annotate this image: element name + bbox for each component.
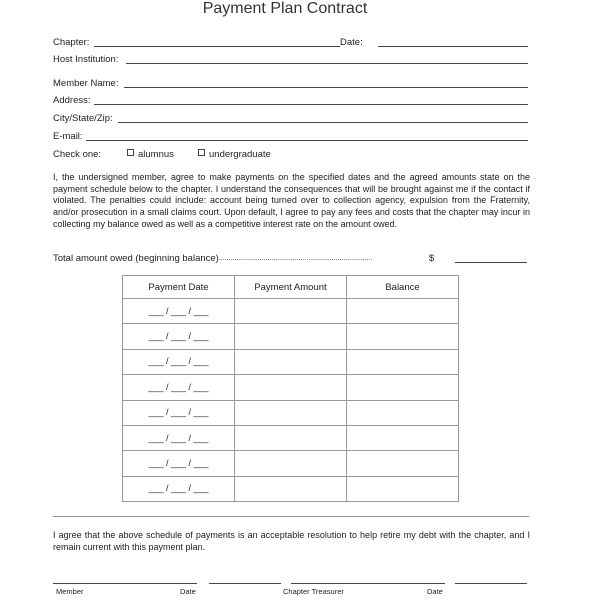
member-name-field[interactable] bbox=[124, 87, 528, 88]
balance-cell[interactable] bbox=[347, 451, 459, 476]
undergraduate-label: undergraduate bbox=[209, 149, 271, 160]
table-row bbox=[123, 400, 459, 425]
closing-paragraph: I agree that the above schedule of payments is an acceptable resolution to help retire my debt with the chapter, and I remain current with this payment plan. bbox=[53, 530, 530, 552]
date-blank: ___ / ___ / ___ bbox=[148, 381, 209, 392]
table-row bbox=[123, 476, 459, 501]
payment-date-cell[interactable] bbox=[123, 349, 235, 374]
chapter-field[interactable] bbox=[94, 46, 340, 47]
table-row bbox=[123, 425, 459, 450]
table-row bbox=[123, 299, 459, 324]
alumnus-option[interactable] bbox=[127, 149, 174, 160]
date-blank: ___ / ___ / ___ bbox=[148, 305, 209, 316]
payment-amount-cell[interactable] bbox=[235, 400, 347, 425]
member-date-line[interactable] bbox=[209, 583, 281, 584]
date-label: Date: bbox=[340, 37, 363, 48]
payment-amount-cell[interactable] bbox=[235, 299, 347, 324]
payment-date-cell[interactable] bbox=[123, 451, 235, 476]
payment-amount-cell[interactable] bbox=[235, 451, 347, 476]
payment-schedule-table bbox=[122, 275, 459, 502]
address-label: Address: bbox=[53, 95, 91, 106]
date-blank: ___ / ___ / ___ bbox=[148, 483, 209, 494]
check-one-label: Check one: bbox=[53, 149, 102, 160]
date-blank: ___ / ___ / ___ bbox=[148, 457, 209, 468]
section-divider bbox=[53, 516, 529, 517]
payment-date-cell[interactable] bbox=[123, 400, 235, 425]
treasurer-signature-label: Chapter Treasurer bbox=[283, 587, 344, 596]
payment-date-cell[interactable] bbox=[123, 425, 235, 450]
address-field[interactable] bbox=[94, 104, 528, 105]
payment-amount-cell[interactable] bbox=[235, 349, 347, 374]
member-signature-label: Member bbox=[56, 587, 84, 596]
payment-date-cell[interactable] bbox=[123, 476, 235, 501]
balance-cell[interactable] bbox=[347, 299, 459, 324]
header-payment-amount: Payment Amount bbox=[235, 276, 347, 299]
total-owed-dots: ............................................................................... bbox=[218, 255, 373, 262]
header-balance: Balance bbox=[347, 276, 459, 299]
table-row bbox=[123, 375, 459, 400]
table-header-row bbox=[123, 276, 459, 299]
payment-amount-cell[interactable] bbox=[235, 324, 347, 349]
city-state-zip-field[interactable] bbox=[118, 122, 528, 123]
balance-cell[interactable] bbox=[347, 476, 459, 501]
balance-cell[interactable] bbox=[347, 324, 459, 349]
undergraduate-option[interactable] bbox=[198, 149, 271, 160]
currency-symbol: $ bbox=[428, 253, 435, 264]
member-date-label: Date bbox=[180, 587, 196, 596]
treasurer-date-line[interactable] bbox=[455, 583, 527, 584]
member-signature-line[interactable] bbox=[53, 583, 197, 584]
date-blank: ___ / ___ / ___ bbox=[148, 407, 209, 418]
table-row bbox=[123, 324, 459, 349]
email-label: E-mail: bbox=[53, 131, 83, 142]
balance-cell[interactable] bbox=[347, 425, 459, 450]
email-field[interactable] bbox=[86, 140, 528, 141]
balance-cell[interactable] bbox=[347, 400, 459, 425]
alumnus-checkbox[interactable] bbox=[127, 149, 134, 156]
total-owed-label: Total amount owed (beginning balance) bbox=[53, 253, 219, 264]
date-blank: ___ / ___ / ___ bbox=[148, 432, 209, 443]
payment-amount-cell[interactable] bbox=[235, 476, 347, 501]
payment-amount-cell[interactable] bbox=[235, 375, 347, 400]
total-owed-row bbox=[53, 253, 434, 264]
payment-date-cell[interactable] bbox=[123, 299, 235, 324]
date-blank: ___ / ___ / ___ bbox=[148, 331, 209, 342]
agreement-paragraph: I, the undersigned member, agree to make payments on the specified dates and the agreed amounts state on the payment schedule below to the chapter. I understand the consequences that will be brought against me if the contact if violated. The penalties could include: account being turned over to collection agency, expulsion from the Fraternity, and/or prosecution in a small claims court. Upon default, I agree to pay any fees and costs that the chapter may incur in collecting my balance owed as well as a competitive interest rate on the amount owed. bbox=[53, 172, 530, 229]
payment-date-cell[interactable] bbox=[123, 375, 235, 400]
balance-cell[interactable] bbox=[347, 375, 459, 400]
page-title: Payment Plan Contract bbox=[202, 0, 368, 17]
chapter-label: Chapter: bbox=[53, 37, 90, 48]
payment-date-cell[interactable] bbox=[123, 324, 235, 349]
member-name-label: Member Name: bbox=[53, 78, 119, 89]
treasurer-date-label: Date bbox=[427, 587, 443, 596]
host-institution-field[interactable] bbox=[126, 63, 528, 64]
total-owed-field[interactable] bbox=[455, 262, 527, 263]
payment-amount-cell[interactable] bbox=[235, 425, 347, 450]
date-field[interactable] bbox=[378, 46, 528, 47]
treasurer-signature-line[interactable] bbox=[291, 583, 445, 584]
table-row bbox=[123, 451, 459, 476]
alumnus-label: alumnus bbox=[138, 149, 174, 160]
date-blank: ___ / ___ / ___ bbox=[148, 356, 209, 367]
city-state-zip-label: City/State/Zip: bbox=[53, 113, 113, 124]
header-payment-date: Payment Date bbox=[123, 276, 235, 299]
host-institution-label: Host Institution: bbox=[53, 54, 119, 65]
table-row bbox=[123, 349, 459, 374]
balance-cell[interactable] bbox=[347, 349, 459, 374]
undergraduate-checkbox[interactable] bbox=[198, 149, 205, 156]
